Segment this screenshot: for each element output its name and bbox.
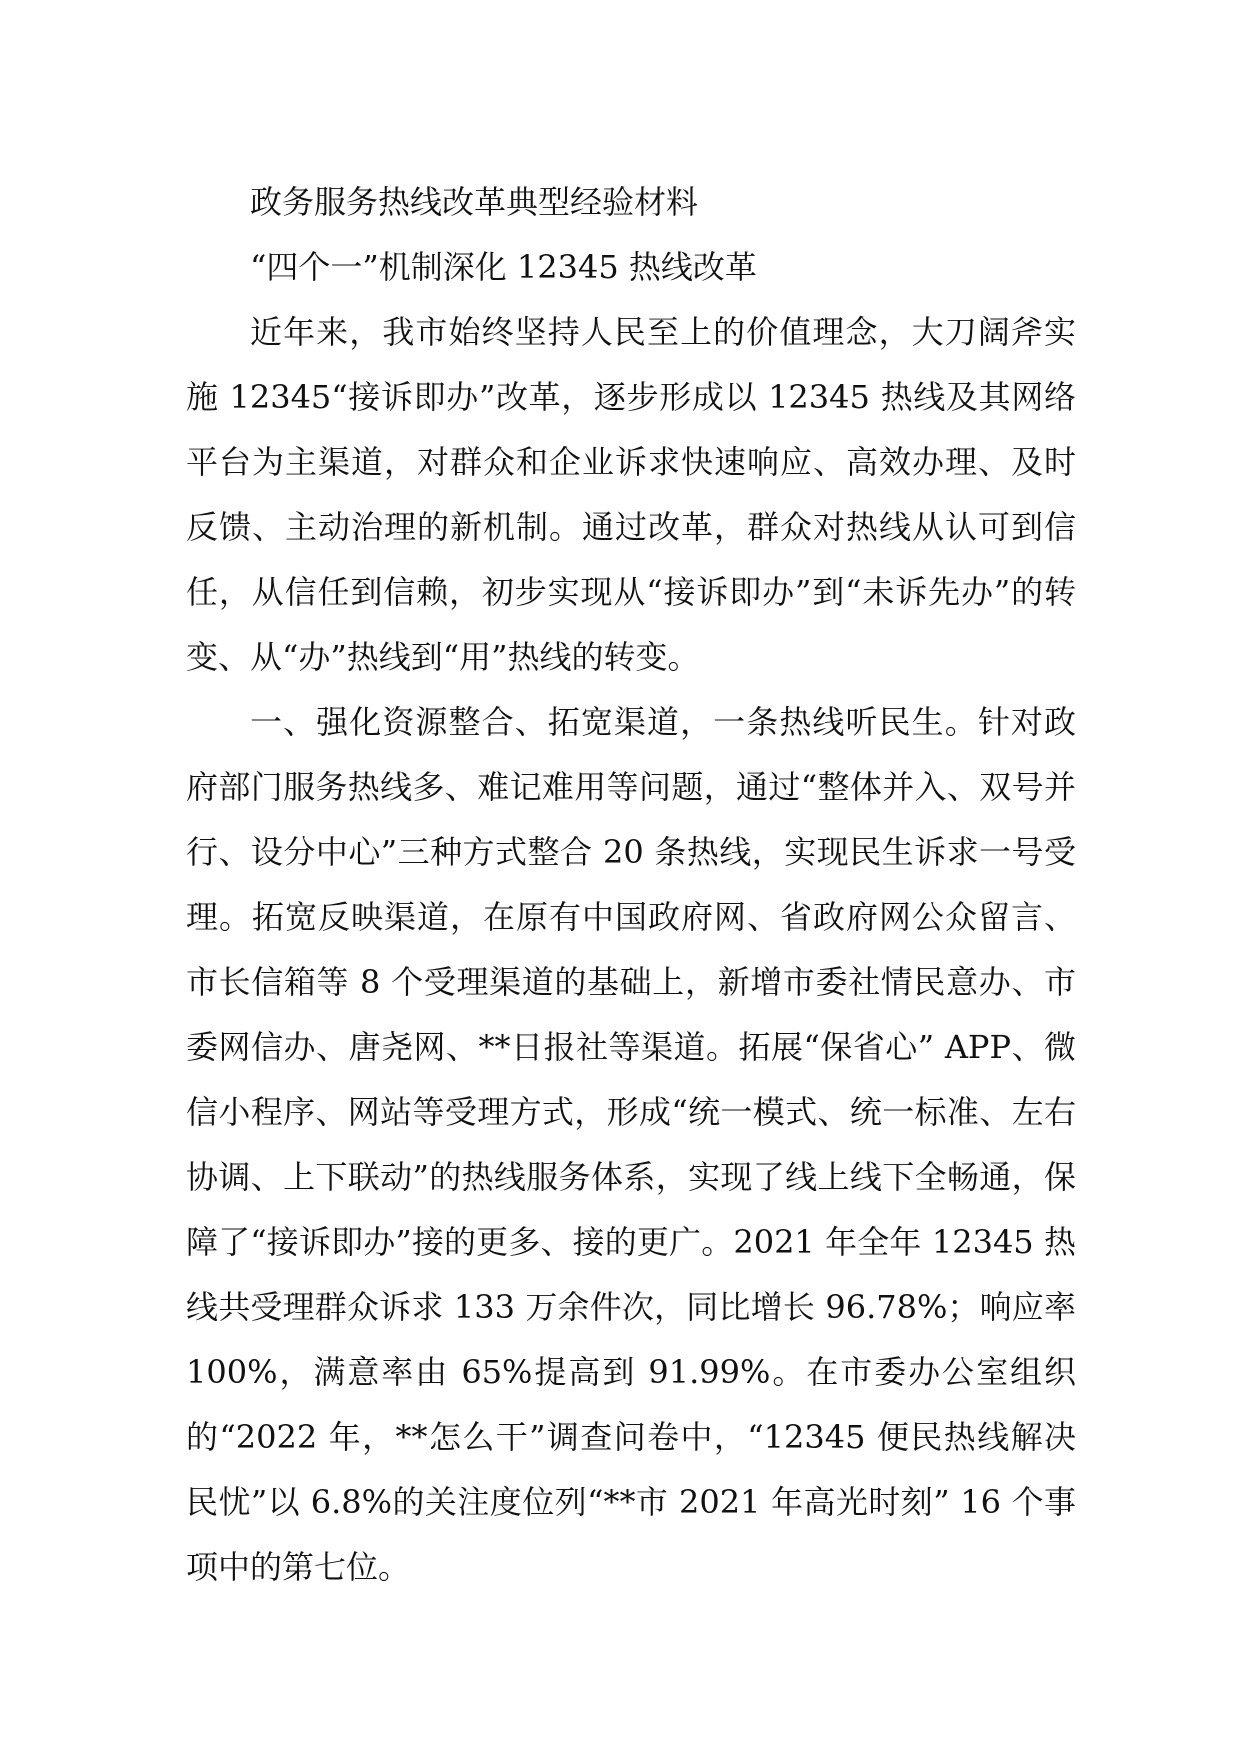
document-title: 政务服务热线改革典型经验材料 [250,183,699,221]
document-body [186,170,1076,1600]
document-subtitle: “四个一”机制深化 12345 热线改革 [250,248,757,286]
body-paragraph-intro: 近年来，我市始终坚持人民至上的价值理念，大刀阔斧实施 12345“接诉即办”改革，逐步形成以 12345 热线及其网络平台为主渠道，对群众和企业诉求快速响应、高效办理、及时反馈、主动治理的新机制。通过改革，群众对热线从认可到信任，从信任到信赖，初步实现从“接诉即办”到“未诉先办”的转变、从“办”热线到“用”热线的转变。 [186,313,1076,676]
body-paragraph-section-one: 一、强化资源整合、拓宽渠道，一条热线听民生。针对政府部门服务热线多、难记难用等问题，通过“整体并入、双号并行、设分中心”三种方式整合 20 条热线，实现民生诉求一号受理。拓宽反映渠道，在原有中国政府网、省政府网公众留言、市长信箱等 8 个受理渠道的基础上，新增市委社情民意办、市委网信办、唐尧网、**日报社等渠道。拓展“保省心” APP、微信小程序、网站等受理方式，形成“统一模式、统一标准、左右协调、上下联动”的热线服务体系，实现了线上线下全畅通，保障了“接诉即办”接的更多、接的更广。2021 年全年 12345 热线共受理群众诉求 133 万余件次，同比增长 96.78%；响应率 100%，满意率由 65%提高到 91.99%。在市委办公室组织的“2022 年，**怎么干”调查问卷中，“12345 便民热线解决民忧”以 6.8%的关注度位列“**市 2021 年高光时刻” 16 个事项中的第七位。 [186,703,1076,1586]
